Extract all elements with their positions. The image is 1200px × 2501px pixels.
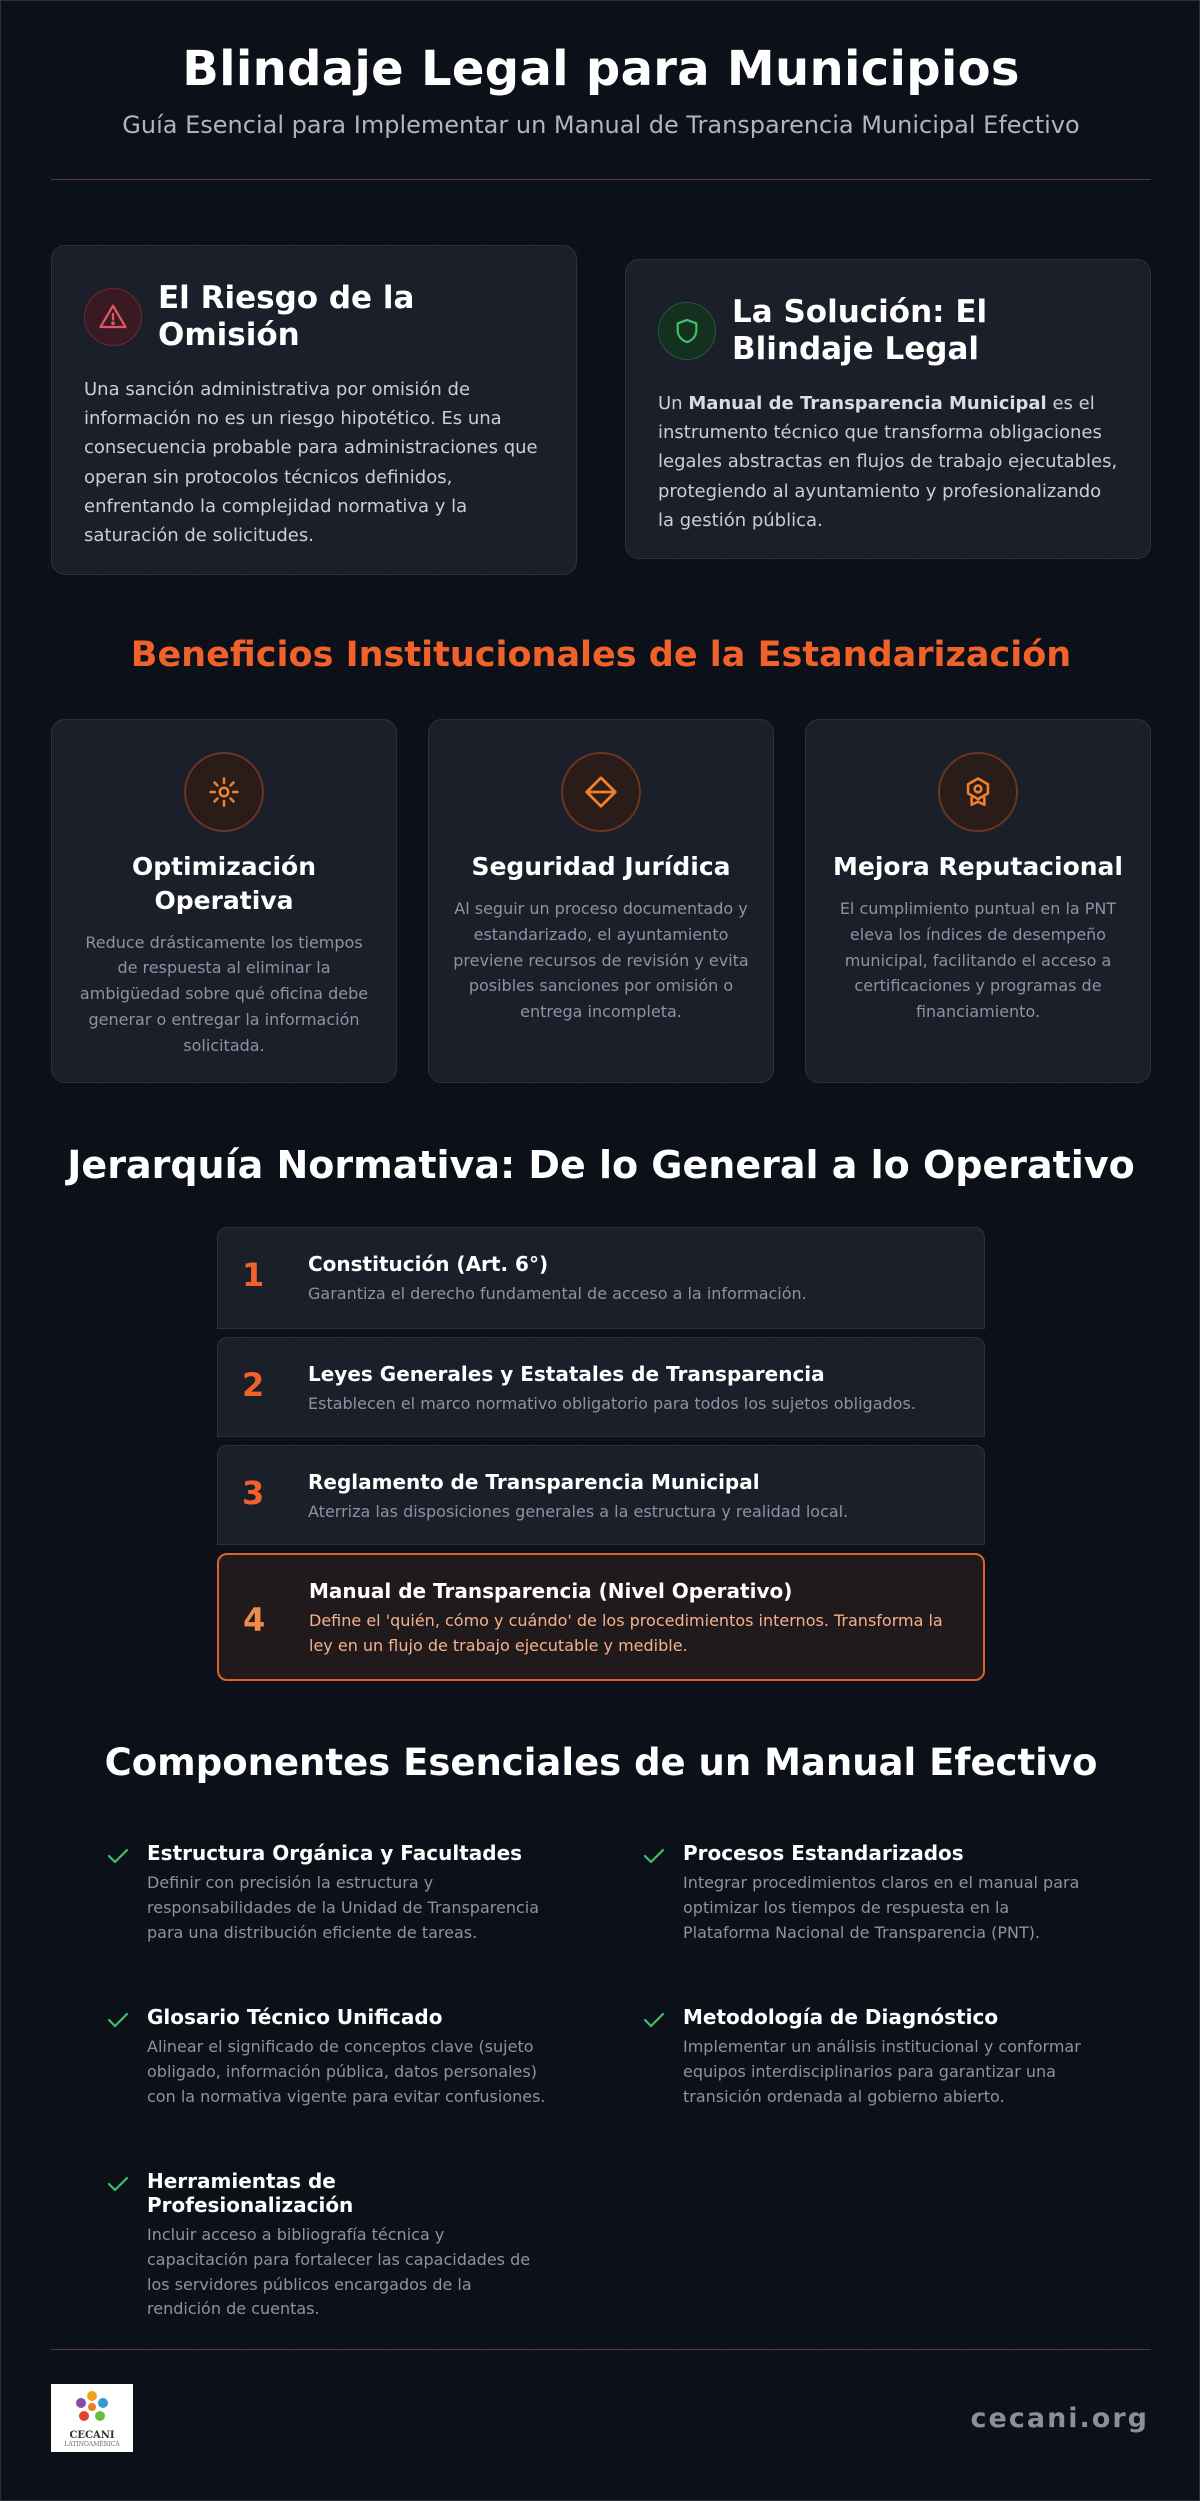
check-icon (643, 1841, 683, 1945)
shield-icon (658, 302, 716, 360)
benefit-title: Optimización Operativa (131, 852, 317, 915)
tier-number: 3 (242, 1474, 265, 1512)
benefit-title: Seguridad Jurídica (471, 852, 731, 881)
site-url[interactable]: cecani.org (970, 2403, 1149, 2434)
solution-body-bold: Manual de Transparencia Municipal (688, 393, 1047, 415)
component-desc: Incluir acceso a bibliografía técnica y capacitación para fortalecer las capacidades de los servidores públicos encargados de la rendición de cuentas. (147, 2225, 531, 2319)
component-name: Glosario Técnico Unificado (147, 2005, 443, 2029)
component-name: Estructura Orgánica y Facultades (147, 1841, 523, 1865)
component-desc: Definir con precisión la estructura y responsabilidades de la Unidad de Transparencia para una distribución eficiente de tareas. (147, 1873, 540, 1942)
warning-triangle-icon (84, 288, 142, 346)
tier-number: 1 (242, 1256, 265, 1294)
hierarchy-title: Jerarquía Normativa: De lo General a lo Operativo (67, 1143, 1135, 1187)
component-name: Herramientas de Profesionalización (147, 2169, 354, 2217)
risk-title: El Riesgo de la Omisión (158, 280, 415, 353)
solution-body-suffix: es el instrumento técnico que transforma obligaciones legales abstractas en flujos de trabajo ejecutables, protegiendo al ayuntamiento y profesionalizando la gestión pública. (658, 393, 1118, 531)
tier-name: Constitución (Art. 6°) (308, 1252, 549, 1276)
tier-name: Leyes Generales y Estatales de Transparencia (308, 1362, 825, 1386)
footer-divider (51, 2349, 1151, 2350)
component-item (107, 2005, 547, 2109)
header-divider (51, 179, 1151, 180)
cecani-logo (51, 2384, 133, 2452)
hierarchy-tier-3 (217, 1445, 985, 1545)
tier-name: Reglamento de Transparencia Municipal (308, 1470, 760, 1494)
check-icon (107, 1841, 147, 1945)
components-title: Componentes Esenciales de un Manual Efectivo (104, 1741, 1098, 1784)
component-name: Procesos Estandarizados (683, 1841, 964, 1865)
check-icon (107, 2169, 147, 2322)
risk-body: Una sanción administrativa por omisión de información no es un riesgo hipotético. Es una consecuencia probable para administraciones que operan sin protocolos técnicos definidos, enfrentando la complejidad normativa y la saturación de solicitudes. (84, 379, 538, 546)
benefit-body: Al seguir un proceso documentado y estandarizado, el ayuntamiento previene recursos de revisión y evita posibles sanciones por omisión o entrega incompleta. (453, 898, 749, 1022)
component-item (643, 1841, 1083, 1945)
solution-body-prefix: Un (658, 393, 689, 415)
hierarchy-tier-4 (217, 1553, 985, 1681)
benefit-title: Mejora Reputacional (832, 852, 1123, 881)
tier-desc: Establecen el marco normativo obligatorio para todos los sujetos obligados. (308, 1394, 916, 1413)
benefit-body: Reduce drásticamente los tiempos de respuesta al eliminar la ambigüedad sobre qué oficina debe generar o entregar la información solicitada. (79, 932, 369, 1056)
solution-body (658, 389, 1118, 535)
logo-text: CECANI (69, 2430, 115, 2441)
benefits-title: Beneficios Institucionales de la Estandarización (130, 635, 1072, 675)
component-desc: Integrar procedimientos claros en el manual para optimizar los tiempos de respuesta en la Plataforma Nacional de Transparencia (PNT). (683, 1873, 1080, 1942)
tier-desc: Define el 'quién, cómo y cuándo' de los procedimientos internos. Transforma la ley en un flujo de trabajo ejecutable y medible. (309, 1611, 943, 1655)
gear-icon (184, 752, 264, 832)
component-item (107, 1841, 547, 1945)
tier-name: Manual de Transparencia (Nivel Operativo) (309, 1579, 793, 1603)
logo-mark-icon (70, 2388, 114, 2428)
benefit-card-seguridad (428, 719, 774, 1083)
hierarchy-tier-2 (217, 1337, 985, 1437)
benefit-card-reputacion (805, 719, 1151, 1083)
tier-number: 2 (242, 1366, 265, 1404)
page-title: Blindaje Legal para Municipios (182, 41, 1020, 97)
tier-desc: Garantiza el derecho fundamental de acceso a la información. (308, 1284, 807, 1303)
diamond-balance-icon (561, 752, 641, 832)
check-icon (107, 2005, 147, 2109)
hierarchy-tier-1 (217, 1227, 985, 1329)
risk-card (51, 245, 577, 575)
header (51, 41, 1151, 139)
component-item (107, 2169, 547, 2322)
component-name: Metodología de Diagnóstico (683, 2005, 999, 2029)
tier-number: 4 (243, 1601, 266, 1639)
component-desc: Implementar un análisis institucional y conformar equipos interdisciplinarios para garantizar una transición ordenada al gobierno abierto. (683, 2037, 1081, 2106)
solution-title: La Solución: El Blindaje Legal (732, 294, 988, 367)
logo-subtext: LATINOAMÉRICA (64, 2441, 120, 2448)
tier-desc: Aterriza las disposiciones generales a la estructura y realidad local. (308, 1502, 849, 1521)
award-badge-icon (938, 752, 1018, 832)
benefit-card-optimizacion (51, 719, 397, 1083)
page-subtitle: Guía Esencial para Implementar un Manual de Transparencia Municipal Efectivo (122, 111, 1080, 139)
check-icon (643, 2005, 683, 2109)
benefit-body: El cumplimiento puntual en la PNT eleva los índices de desempeño municipal, facilitando el acceso a certificaciones y programas de financiamiento. (839, 898, 1117, 1022)
component-item (643, 2005, 1083, 2109)
component-desc: Alinear el significado de conceptos clave (sujeto obligado, información pública, datos personales) con la normativa vigente para evitar confusiones. (147, 2037, 546, 2106)
solution-card (625, 259, 1151, 559)
